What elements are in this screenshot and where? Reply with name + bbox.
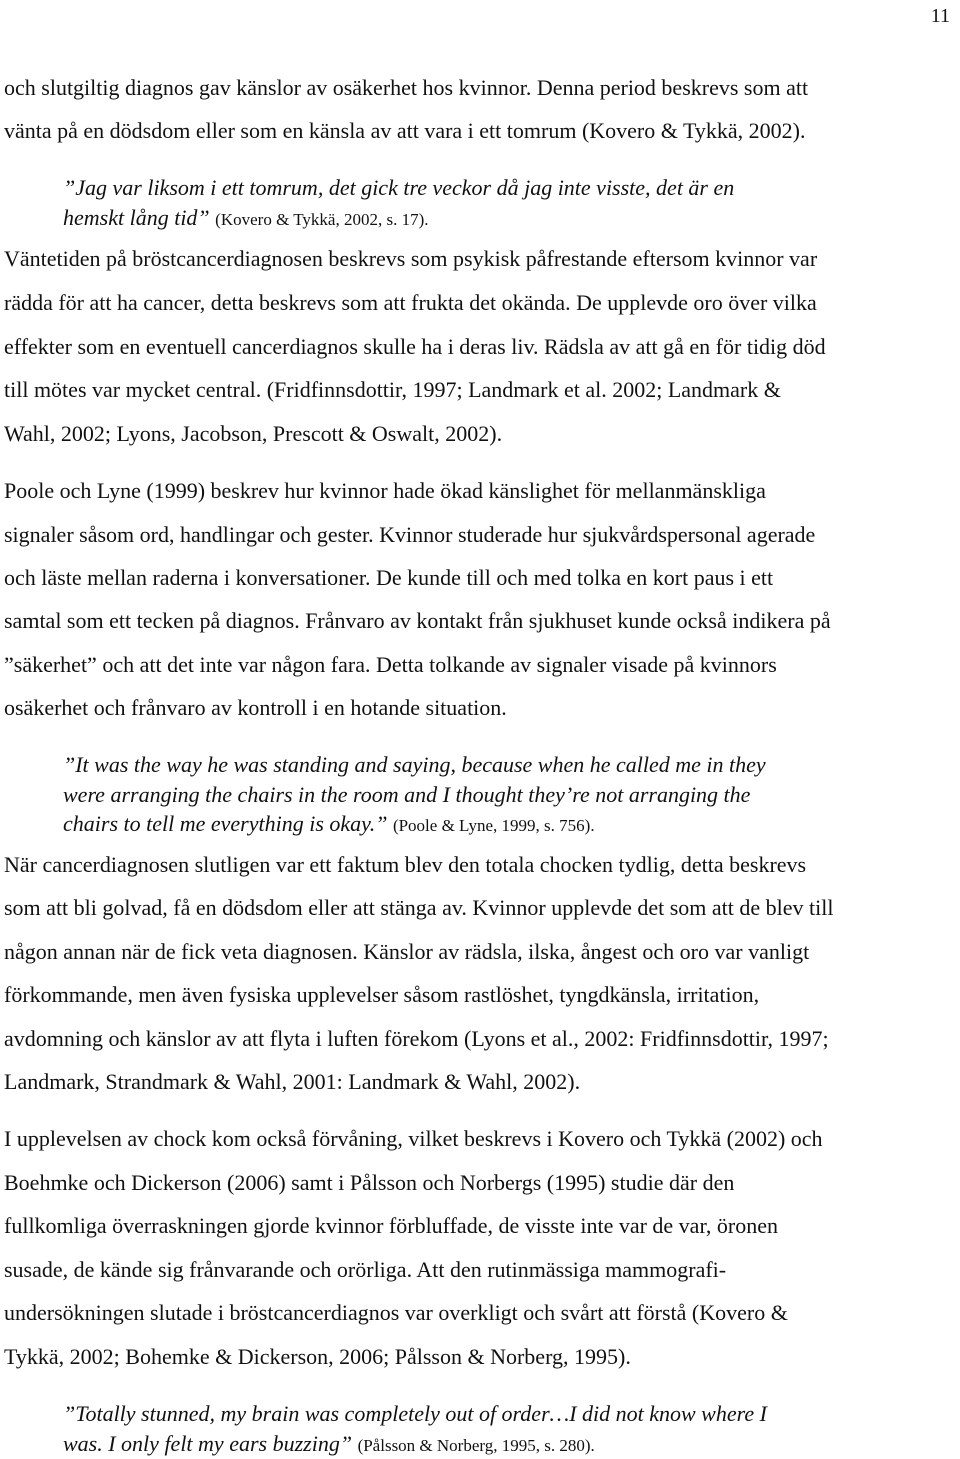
quote-2-text: chairs to tell me everything is okay.” bbox=[63, 811, 388, 836]
paragraph-3-line-3: och läste mellan raderna i konversationer. De kunde till och med tolka en kort paus i ett bbox=[4, 565, 774, 590]
quote-3-line-1: ”Totally stunned, my brain was completely out of order…I did not know where I bbox=[63, 1401, 767, 1426]
paragraph-3-line-4: samtal som ett tecken på diagnos. Frånvaro av kontakt från sjukhuset kunde också indikera på bbox=[4, 608, 831, 633]
paragraph-2-line-2: rädda för att ha cancer, detta beskrevs som att frukta det okända. De upplevde oro över vilka bbox=[4, 290, 817, 315]
paragraph-1-line-2: vänta på en dödsdom eller som en känsla av att vara i ett tomrum (Kovero & Tykkä, 2002). bbox=[4, 118, 806, 143]
quote-1-line-2 bbox=[63, 205, 429, 233]
paragraph-5-line-1: I upplevelsen av chock kom också förvåning, vilket beskrevs i Kovero och Tykkä (2002) och bbox=[4, 1126, 823, 1151]
paragraph-5-line-4: susade, de kände sig frånvarande och orörliga. Att den rutinmässiga mammografi- bbox=[4, 1257, 727, 1282]
quote-2-line-1: ”It was the way he was standing and saying, because when he called me in they bbox=[63, 752, 766, 777]
quote-3-line-2 bbox=[63, 1431, 595, 1459]
paragraph-2-line-3: effekter som en eventuell cancerdiagnos skulle ha i deras liv. Rädsla av att gå en för tidig död bbox=[4, 334, 826, 359]
quote-2-line-3 bbox=[63, 811, 595, 839]
paragraph-2-line-1: Väntetiden på bröstcancerdiagnosen beskrevs som psykisk påfrestande eftersom kvinnor var bbox=[4, 246, 818, 271]
quote-1-text: hemskt lång tid” bbox=[63, 205, 210, 230]
paragraph-1-line-1: och slutgiltig diagnos gav känslor av osäkerhet hos kvinnor. Denna period beskrevs som att bbox=[4, 75, 809, 100]
quote-1-citation: (Kovero & Tykkä, 2002, s. 17). bbox=[215, 210, 429, 229]
paragraph-2-line-5: Wahl, 2002; Lyons, Jacobson, Prescott & Oswalt, 2002). bbox=[4, 421, 503, 446]
paragraph-2-line-4: till mötes var mycket central. (Fridfinnsdottir, 1997; Landmark et al. 2002; Landmark & bbox=[4, 377, 781, 402]
paragraph-4-line-3: någon annan när de fick veta diagnosen. Känslor av rädsla, ilska, ångest och oro var vanligt bbox=[4, 939, 810, 964]
paragraph-4-line-5: avdomning och känslor av att flyta i luften förekom (Lyons et al., 2002: Fridfinnsdottir, 1997; bbox=[4, 1026, 829, 1051]
quote-1-line-1: ”Jag var liksom i ett tomrum, det gick tre veckor då jag inte visste, det är en bbox=[63, 175, 735, 200]
paragraph-4-line-6: Landmark, Strandmark & Wahl, 2001: Landmark & Wahl, 2002). bbox=[4, 1069, 581, 1094]
paragraph-3-line-6: osäkerhet och frånvaro av kontroll i en hotande situation. bbox=[4, 695, 507, 720]
quote-3-citation: (Pålsson & Norberg, 1995, s. 280). bbox=[357, 1436, 595, 1455]
quote-2-line-2: were arranging the chairs in the room and I thought they’re not arranging the bbox=[63, 782, 751, 807]
paragraph-5-line-2: Boehmke och Dickerson (2006) samt i Pålsson och Norbergs (1995) studie där den bbox=[4, 1170, 735, 1195]
paragraph-5-line-6: Tykkä, 2002; Bohemke & Dickerson, 2006; Pålsson & Norberg, 1995). bbox=[4, 1344, 631, 1369]
quote-3-text: was. I only felt my ears buzzing” bbox=[63, 1431, 353, 1456]
paragraph-5-line-5: undersökningen slutade i bröstcancerdiagnos var overkligt och svårt att förstå (Kovero & bbox=[4, 1300, 788, 1325]
paragraph-3-line-5: ”säkerhet” och att det inte var någon fara. Detta tolkande av signaler visade på kvinnors bbox=[4, 652, 777, 677]
page-number: 11 bbox=[930, 5, 950, 27]
paragraph-4-line-4: förkommande, men även fysiska upplevelser såsom rastlöshet, tyngdkänsla, irritation, bbox=[4, 982, 760, 1007]
paragraph-3-line-1: Poole och Lyne (1999) beskrev hur kvinnor hade ökad känslighet för mellanmänskliga bbox=[4, 478, 766, 503]
paragraph-4-line-2: som att bli golvad, få en dödsdom eller att stänga av. Kvinnor upplevde det som att de blev till bbox=[4, 895, 834, 920]
paragraph-4-line-1: När cancerdiagnosen slutligen var ett faktum blev den totala chocken tydlig, detta beskrevs bbox=[4, 852, 807, 877]
quote-2-citation: (Poole & Lyne, 1999, s. 756). bbox=[392, 816, 595, 835]
paragraph-3-line-2: signaler såsom ord, handlingar och gester. Kvinnor studerade hur sjukvårdspersonal agerade bbox=[4, 522, 816, 547]
paragraph-5-line-3: fullkomliga överraskningen gjorde kvinnor förbluffade, de visste inte var de var, öronen bbox=[4, 1213, 778, 1238]
